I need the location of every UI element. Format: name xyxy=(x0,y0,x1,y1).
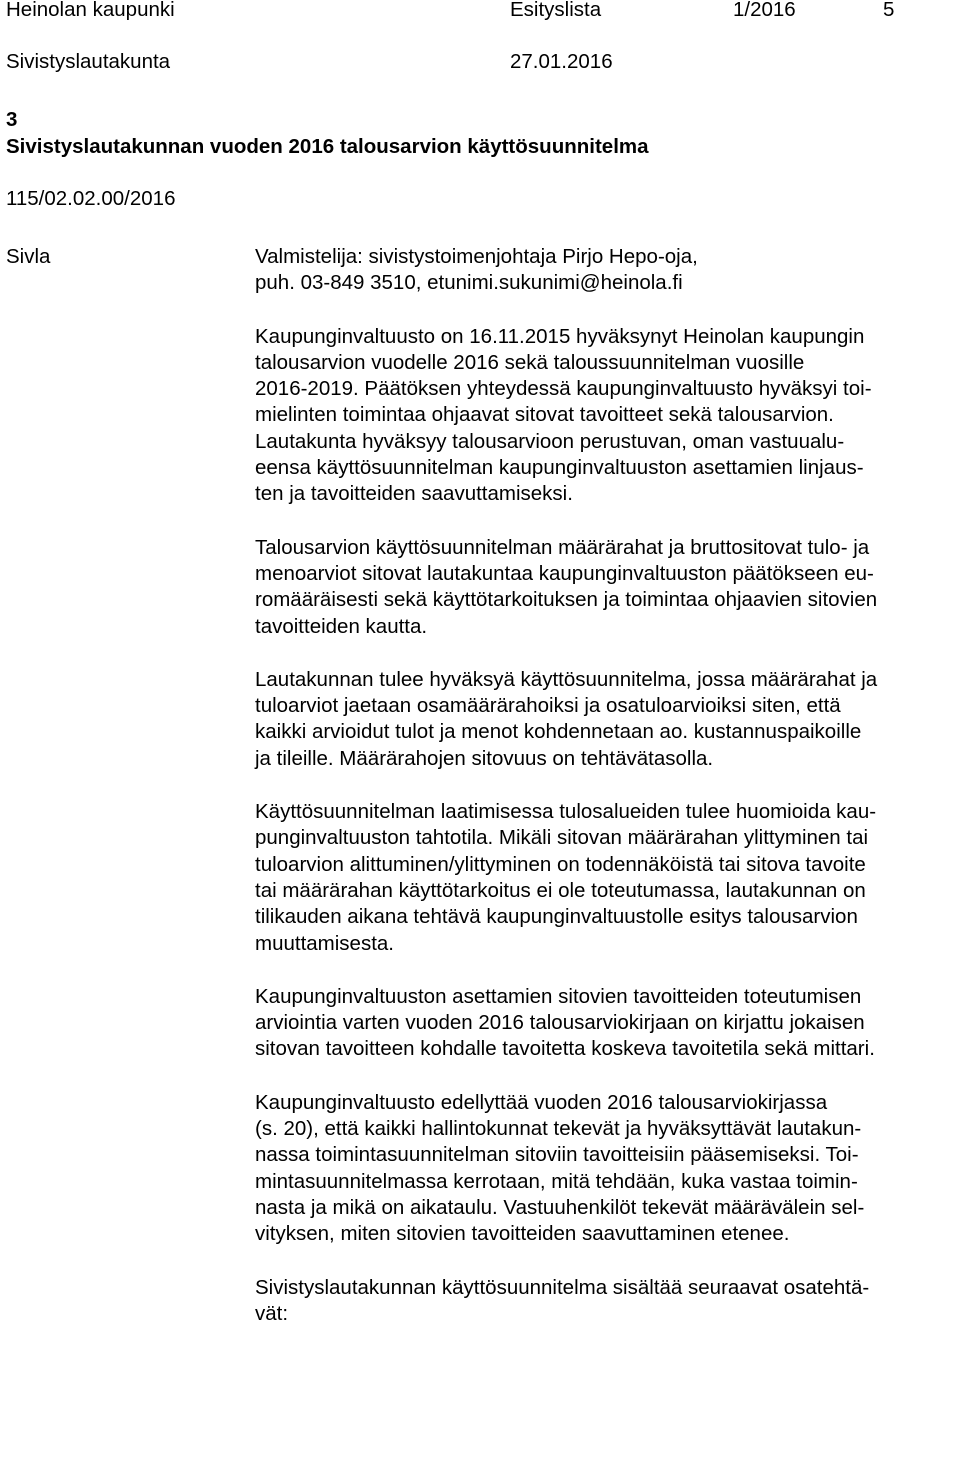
text-line: romääräisesti sekä käyttötarkoituksen ja toimintaa ohjaavien sitovien xyxy=(255,588,878,612)
text-line: Sivistyslautakunnan käyttösuunnitelma sisältää seuraavat osatehtä- xyxy=(255,1275,870,1299)
preparer-paragraph xyxy=(255,244,960,297)
text-line: vityksen, miten sitovien tavoitteiden saavuttaminen etenee. xyxy=(255,1222,790,1246)
header-organization: Heinolan kaupunki xyxy=(6,0,175,21)
text-line: kaikki arvioidut tulot ja menot kohdennetaan ao. kustannuspaikoille xyxy=(255,720,862,744)
paragraph-2 xyxy=(255,535,960,640)
text-line: 2016-2019. Päätöksen yhteydessä kaupunginvaltuusto hyväksyi toi- xyxy=(255,377,872,401)
header-page-number: 5 xyxy=(883,0,895,21)
section-number: 3 xyxy=(6,108,18,131)
text-line: tuloarviot jaetaan osamäärärahoiksi ja osatuloarvioiksi siten, että xyxy=(255,694,841,718)
paragraph-5 xyxy=(255,984,960,1063)
text-line: tavoitteiden kautta. xyxy=(255,614,428,638)
text-line: Lautakunnan tulee hyväksyä käyttösuunnitelma, jossa määrärahat ja xyxy=(255,667,878,691)
text-line: vät: xyxy=(255,1301,289,1325)
text-line: mintasuunnitelmassa kerrotaan, mitä tehdään, kuka vastaa toimin- xyxy=(255,1169,858,1193)
paragraph-6 xyxy=(255,1090,960,1248)
text-line: puh. 03-849 3510, etunimi.sukunimi@heinola.fi xyxy=(255,271,683,295)
header-board: Sivistyslautakunta xyxy=(6,50,171,73)
text-line: Talousarvion käyttösuunnitelman määrärahat ja bruttositovat tulo- ja xyxy=(255,535,870,559)
section-title: Sivistyslautakunnan vuoden 2016 talousarvion käyttösuunnitelma xyxy=(6,135,649,158)
text-line: Kaupunginvaltuusto edellyttää vuoden 2016 talousarviokirjassa xyxy=(255,1090,828,1114)
header-meeting-number: 1/2016 xyxy=(733,0,796,21)
text-line: sitovan tavoitteen kohdalle tavoitetta koskeva tavoitetila sekä mittari. xyxy=(255,1037,875,1061)
text-line: tilikauden aikana tehtävä kaupunginvaltuustolle esitys talousarvion xyxy=(255,905,858,929)
header-document-type: Esityslista xyxy=(510,0,602,21)
text-line: muuttamisesta. xyxy=(255,931,394,955)
text-line: Kaupunginvaltuusto on 16.11.2015 hyväksynyt Heinolan kaupungin xyxy=(255,324,865,348)
text-line: punginvaltuuston tahtotila. Mikäli sitovan määrärahan ylittyminen tai xyxy=(255,826,869,850)
text-line: nasta ja mikä on aikataulu. Vastuuhenkilöt tekevät määrävälein sel- xyxy=(255,1195,865,1219)
body-column xyxy=(255,244,960,1354)
paragraph-1 xyxy=(255,324,960,508)
header-date: 27.01.2016 xyxy=(510,50,613,73)
text-line: Lautakunta hyväksyy talousarvioon perustuvan, oman vastuualu- xyxy=(255,429,845,453)
text-line: nassa toimintasuunnitelman sitoviin tavoitteisiin pääsemiseksi. Toi- xyxy=(255,1143,859,1167)
text-line: tai määrärahan käyttötarkoitus ei ole toteutumassa, lautakunnan on xyxy=(255,878,866,902)
text-line: Valmistelija: sivistystoimenjohtaja Pirjo Hepo-oja, xyxy=(255,245,698,268)
paragraph-7 xyxy=(255,1275,960,1328)
text-line: eensa käyttösuunnitelman kaupunginvaltuuston asettamien linjaus- xyxy=(255,456,864,480)
text-line: talousarvion vuodelle 2016 sekä taloussuunnitelman vuosille xyxy=(255,350,805,374)
text-line: Käyttösuunnitelman laatimisessa tulosalueiden tulee huomioida kau- xyxy=(255,800,877,824)
text-line: Kaupunginvaltuuston asettamien sitovien tavoitteiden toteutumisen xyxy=(255,984,862,1008)
board-abbreviation: Sivla xyxy=(6,245,51,268)
text-line: tuloarvion alittuminen/ylittyminen on todennäköistä tai sitova tavoite xyxy=(255,852,866,876)
paragraph-3 xyxy=(255,667,960,772)
text-line: mielinten toimintaa ohjaavat sitovat tavoitteet sekä talousarvion. xyxy=(255,403,834,427)
text-line: ten ja tavoitteiden saavuttamiseksi. xyxy=(255,482,573,506)
record-id: 115/02.02.00/2016 xyxy=(6,187,176,210)
text-line: (s. 20), että kaikki hallintokunnat tekevät ja hyväksyttävät lautakun- xyxy=(255,1117,862,1141)
text-line: menoarviot sitovat lautakuntaa kaupunginvaltuuston päätökseen eu- xyxy=(255,561,874,585)
text-line: arviointia varten vuoden 2016 talousarviokirjaan on kirjattu jokaisen xyxy=(255,1011,865,1035)
text-line: ja tileille. Määrärahojen sitovuus on tehtävätasolla. xyxy=(255,746,714,770)
paragraph-4 xyxy=(255,799,960,957)
